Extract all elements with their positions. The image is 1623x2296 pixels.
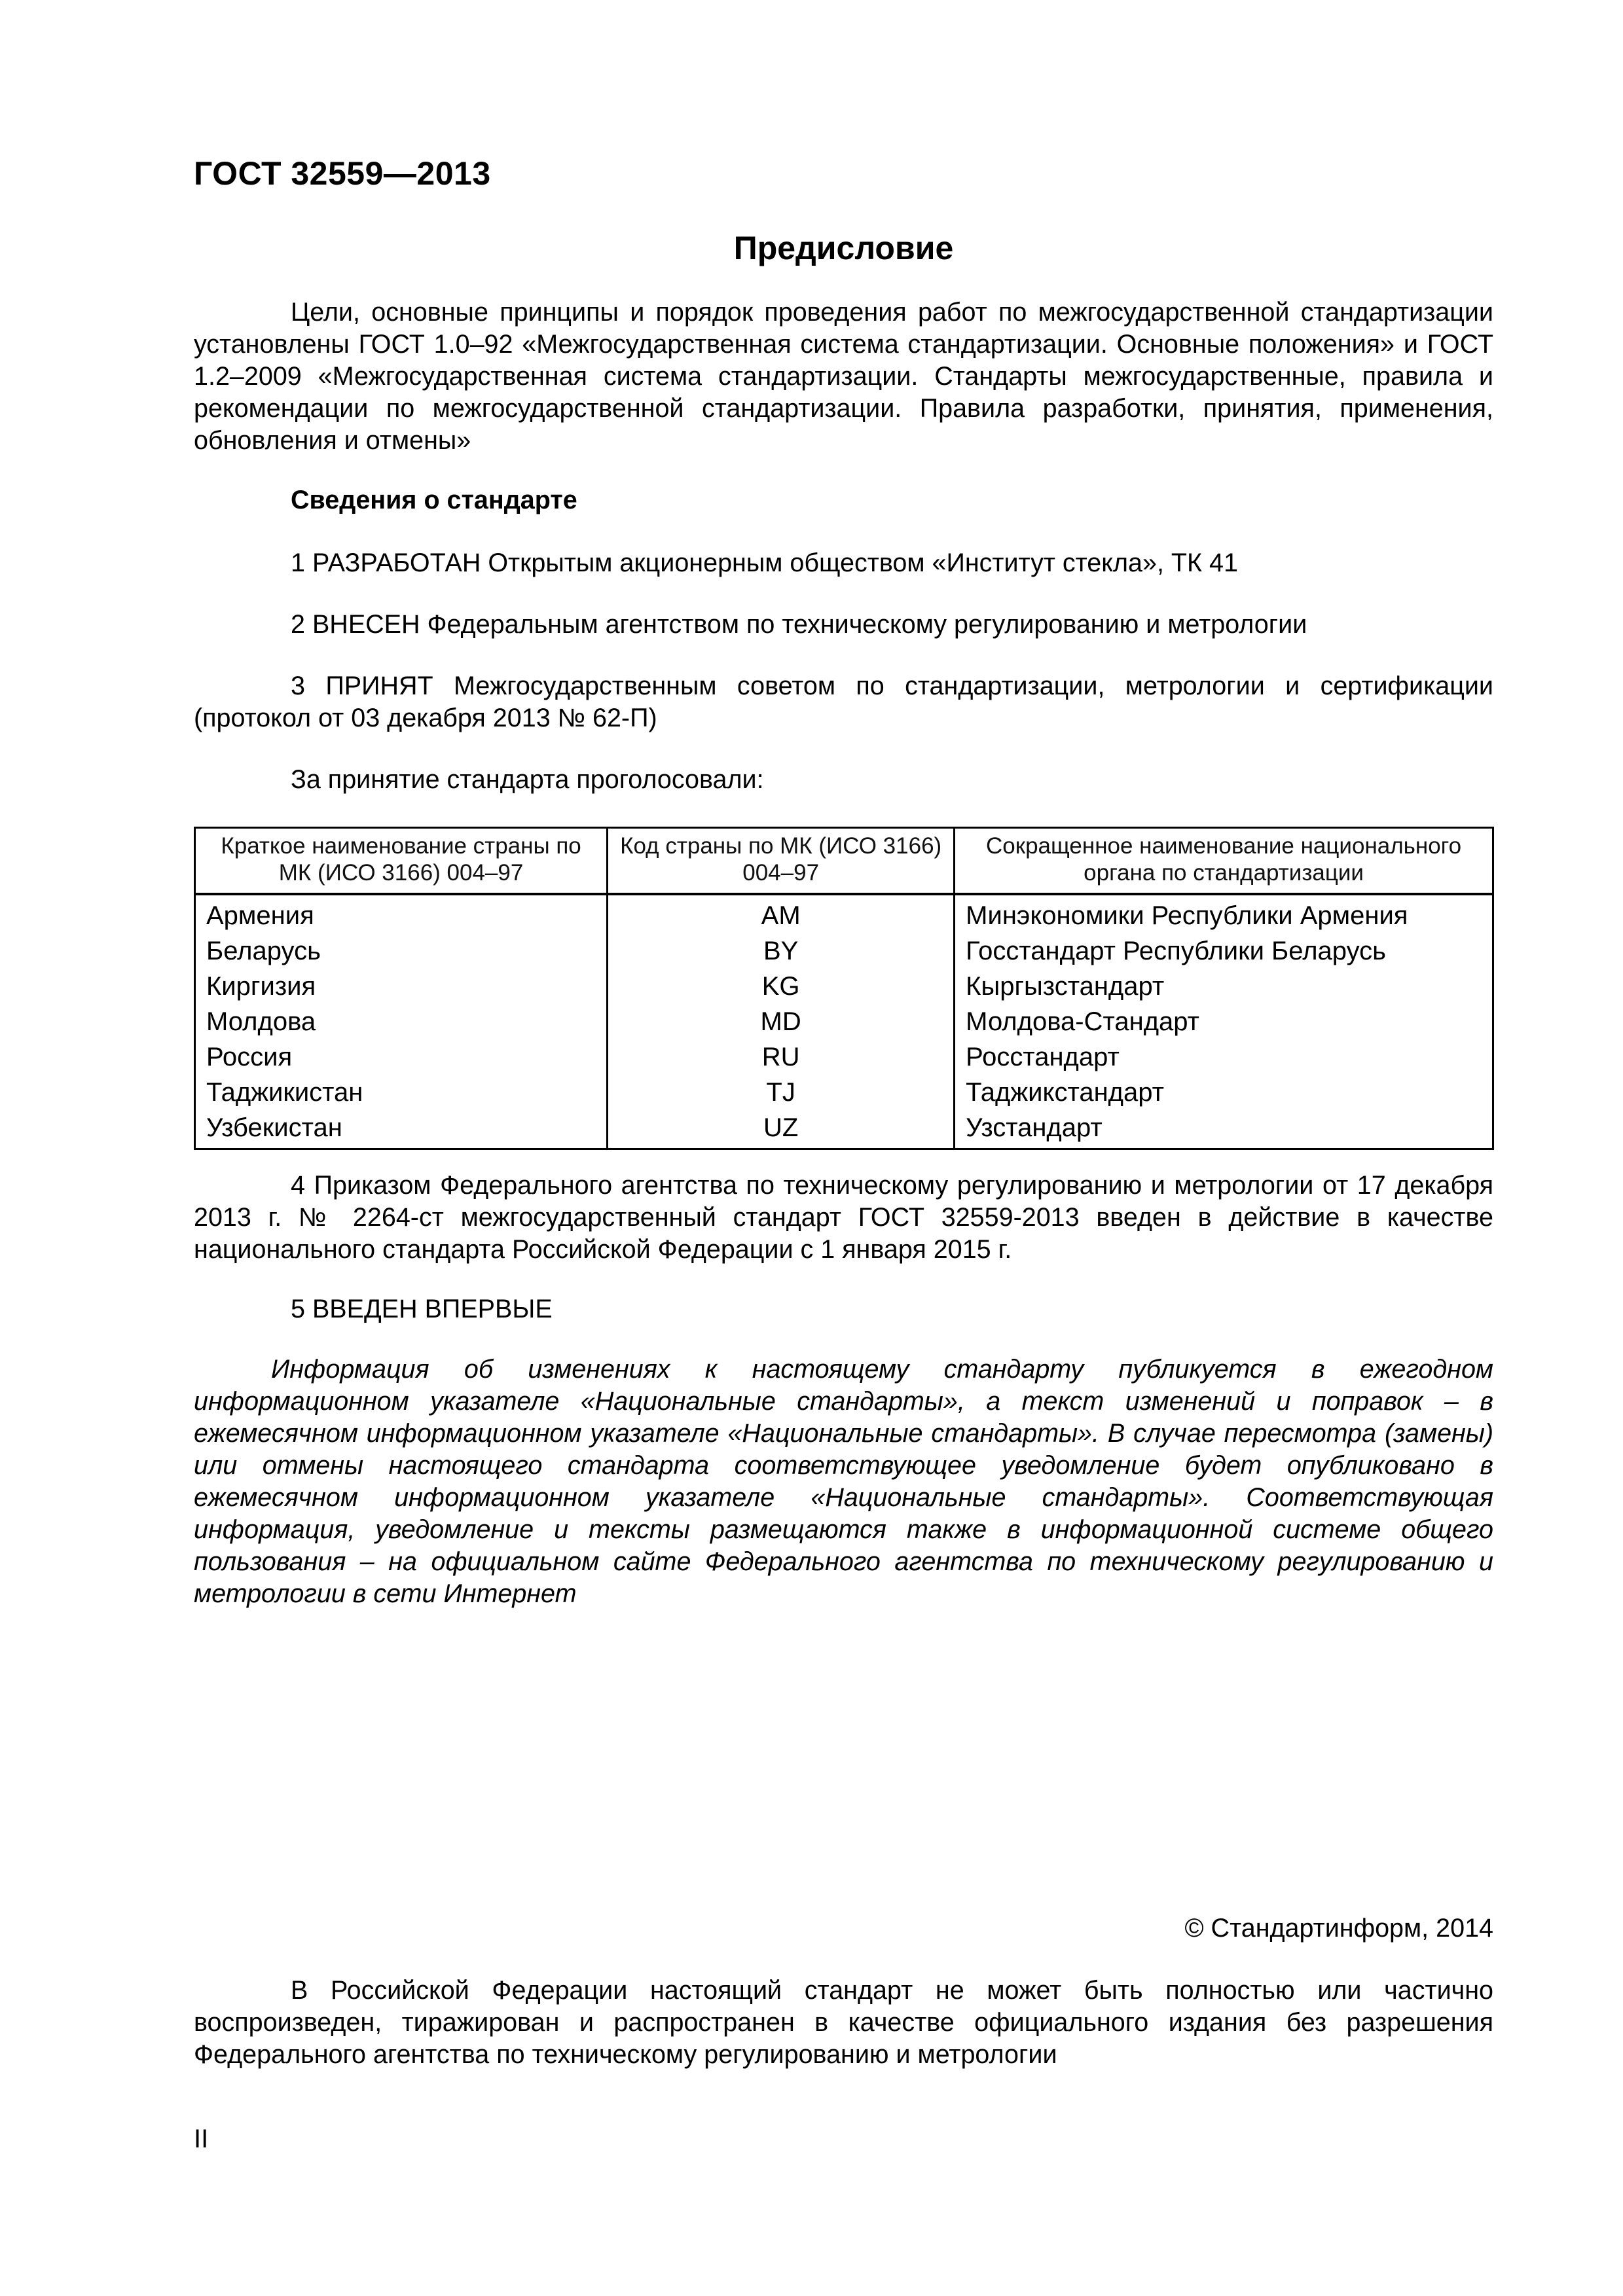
- country-name: Армения: [195, 894, 608, 933]
- restriction-notice: В Российской Федерации настоящий стандарт не может быть полностью или частично воспроизведен, тиражирован и распространен в качестве официального издания без разрешения Федерального агентства по техническому регулированию и метрологии: [194, 1976, 1493, 2069]
- item-submitted: 2 ВНЕСЕН Федеральным агентством по техническому регулированию и метрологии: [291, 610, 1307, 639]
- section-heading: Сведения о стандарте: [291, 486, 577, 514]
- table-row: [195, 894, 1493, 933]
- table-row: [195, 933, 1493, 969]
- country-name: Узбекистан: [195, 1110, 608, 1149]
- copyright: © Стандартинформ, 2014: [1184, 1914, 1493, 1943]
- standards-body: Кыргызстандарт: [955, 969, 1493, 1004]
- intro-paragraph: Цели, основные принципы и порядок проведения работ по межгосударственной стандартизации установлены ГОСТ 1.0–92 «Межгосударственная система стандартизации. Основные положения» и ГОСТ 1.2–2009 «Межгосударственная система стандартизации. Стандарты межгосударственные, правила и рекомендации по межгосударственной стандартизации. Правила разработки, принятия, применения, обновления и отмены»: [194, 298, 1493, 455]
- table-row: [195, 1110, 1493, 1149]
- country-name: Киргизия: [195, 969, 608, 1004]
- country-code: UZ: [608, 1110, 955, 1149]
- item-order: 4 Приказом Федерального агентства по техническому регулированию и метрологии от 17 декабря 2013 г. № 2264-ст межгосударственный стандарт ГОСТ 32559-2013 введен в действие в качестве национального стандарта Российской Федерации с 1 января 2015 г.: [194, 1171, 1493, 1264]
- standards-body: Таджикстандарт: [955, 1075, 1493, 1110]
- table-row: [195, 969, 1493, 1004]
- item-adopted: 3 ПРИНЯТ Межгосударственным советом по стандартизации, метрологии и сертификации (протокол от 03 декабря 2013 № 62-П): [194, 672, 1493, 732]
- country-code: AM: [608, 894, 955, 933]
- header-country-code: Код страны по МК (ИСО 3166) 004–97: [608, 828, 955, 895]
- table-row: [195, 1039, 1493, 1075]
- standards-body: Узстандарт: [955, 1110, 1493, 1149]
- page-title: Предисловие: [733, 230, 954, 266]
- country-code: MD: [608, 1004, 955, 1039]
- country-code: TJ: [608, 1075, 955, 1110]
- country-code: KG: [608, 969, 955, 1004]
- country-name: Беларусь: [195, 933, 608, 969]
- header-standards-body: Сокращенное наименование национального органа по стандартизации: [955, 828, 1493, 895]
- document-code: ГОСТ 32559—2013: [194, 155, 491, 192]
- country-code: RU: [608, 1039, 955, 1075]
- table-row: [195, 1004, 1493, 1039]
- voting-countries-table: [194, 827, 1494, 1150]
- country-name: Россия: [195, 1039, 608, 1075]
- standards-body: Росстандарт: [955, 1039, 1493, 1075]
- item-first-time: 5 ВВЕДЕН ВПЕРВЫЕ: [291, 1295, 553, 1323]
- standards-body: Минэкономики Республики Армения: [955, 894, 1493, 933]
- info-note: Информация об изменениях к настоящему стандарту публикуется в ежегодном информационном указателе «Национальные стандарты», а текст изменений и поправок – в ежемесячном информационном указателе «Национальные стандарты». В случае пересмотра (замены) или отмены настоящего стандарта соответствующее уведомление будет опубликовано в ежемесячном информационном указателе «Национальные стандарты». Соответствующая информация, уведомление и тексты размещаются также в информационной системе общего пользования – на официальном сайте Федерального агентства по техническому регулированию и метрологии в сети Интернет: [194, 1355, 1493, 1608]
- voted-intro: За принятие стандарта проголосовали:: [291, 765, 764, 794]
- country-name: Таджикистан: [195, 1075, 608, 1110]
- country-code: BY: [608, 933, 955, 969]
- standards-body: Госстандарт Республики Беларусь: [955, 933, 1493, 969]
- header-country-name: Краткое наименование страны по МК (ИСО 3166) 004–97: [195, 828, 608, 895]
- table-row: [195, 1075, 1493, 1110]
- page-number: II: [194, 2125, 209, 2153]
- item-developed: 1 РАЗРАБОТАН Открытым акционерным обществом «Институт стекла», ТК 41: [291, 548, 1238, 577]
- country-name: Молдова: [195, 1004, 608, 1039]
- standards-body: Молдова-Стандарт: [955, 1004, 1493, 1039]
- table-header-row: [195, 828, 1493, 895]
